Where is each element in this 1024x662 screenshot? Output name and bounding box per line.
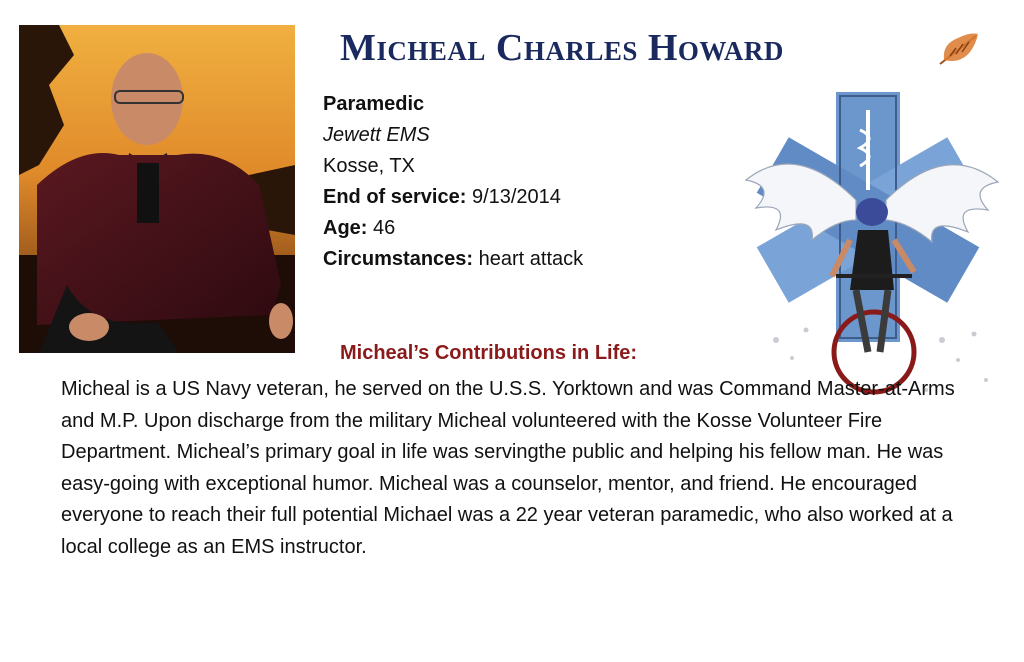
- circumstances-label: Circumstances:: [323, 248, 474, 270]
- contributions-body: Micheal is a US Navy veteran, he served on the U.S.S. Yorktown and was Command Master-at-Arms and M.P. Upon discharge from the military Micheal volunteered with the Kosse Volunteer Fire Department. Micheal’s primary goal in life was servingthe public and helping his fellow man. He was easy-going with exceptional humor. Micheal was a counselor, mentor, and friend. He encouraged everyone to reach their full potential Michael was a 22 year veteran paramedic, who also worked at a local college as an EMS instructor.: [61, 378, 955, 558]
- end-of-service-value: 9/13/2014: [471, 186, 561, 208]
- circumstances-value: heart attack: [478, 248, 584, 270]
- age-label: Age:: [323, 217, 368, 239]
- age: [323, 213, 743, 244]
- end-of-service-label: End of service:: [323, 186, 467, 208]
- end-of-service: [323, 182, 743, 213]
- contributions-heading: Micheal’s Contributions in Life:: [340, 342, 638, 364]
- age-value: 46: [373, 217, 396, 239]
- portrait-photo: [19, 25, 295, 353]
- location: Kosse, TX: [323, 155, 415, 177]
- autumn-leaf-icon: [936, 30, 982, 68]
- service-info: [323, 89, 743, 275]
- honoree-name: Micheal Charles Howard: [340, 27, 784, 69]
- circumstances: [323, 244, 743, 275]
- agency: Jewett EMS: [323, 124, 430, 146]
- role: Paramedic: [323, 93, 425, 115]
